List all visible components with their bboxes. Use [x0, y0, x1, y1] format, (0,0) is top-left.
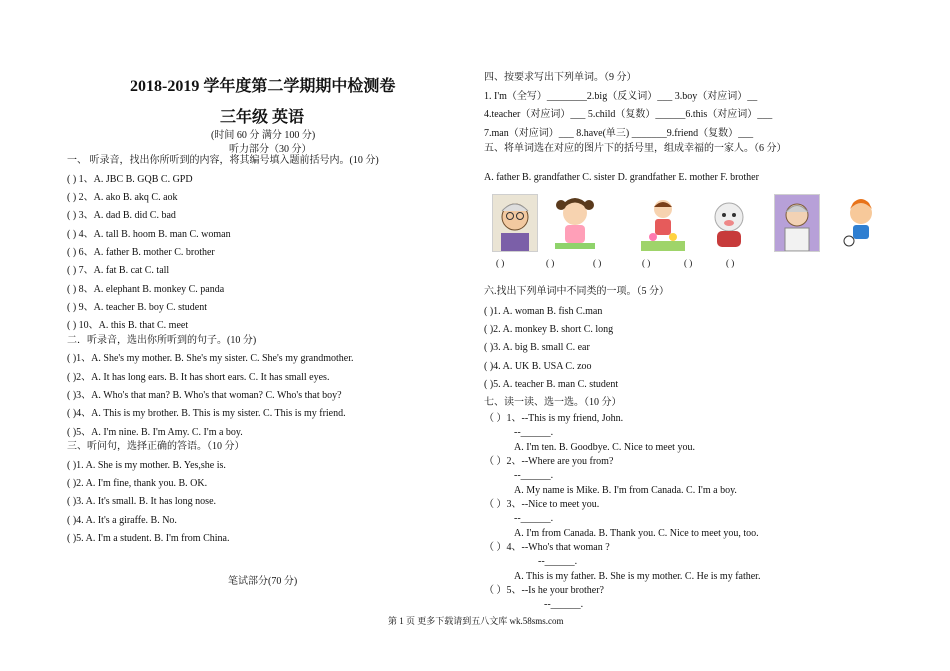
list-item: ( ) 10、A. this B. that C. meet [67, 320, 189, 331]
s7-question: （ ）1、--This is my friend, John. [484, 413, 624, 424]
s7-question: （ ）3、--Nice to meet you. [484, 499, 600, 510]
section-7-title: 七、读一读、选一选。（10 分） [484, 397, 622, 408]
s4-line: 7.man（对应词）___ 8.have(单三) _______9.friend（复数）___ [484, 128, 754, 139]
list-item: ( )3. A. big B. small C. ear [484, 342, 590, 353]
list-item: ( )4、A. This is my brother. B. This is my sister. C. This is my friend. [67, 408, 346, 419]
list-item: ( ) 7、A. fat B. cat C. tall [67, 265, 170, 276]
s4-line: 4.teacher（对应词）___ 5.child（复数）______6.this（对应词）___ [484, 109, 773, 120]
list-item: ( ) 2、A. ako B. akq C. aok [67, 192, 178, 203]
girl-sister-icon [552, 194, 598, 252]
list-item: ( )5. A. teacher B. man C. student [484, 379, 619, 390]
s7-options: A. I'm ten. B. Goodbye. C. Nice to meet you. [514, 442, 695, 453]
list-item: ( )5. A. I'm a student. B. I'm from China. [67, 533, 230, 544]
s7-question: （ ）4、--Who's that woman ? [484, 542, 610, 553]
s7-blank: --______. [544, 599, 584, 610]
section-5-title: 五、将单词选在对应的图片下的括号里，组成幸福的一家人。（6 分） [484, 143, 787, 154]
section-4-title: 四、按要求写出下列单词。（9 分） [484, 72, 637, 83]
list-item: ( )5、A. I'm nine. B. I'm Amy. C. I'm a boy. [67, 427, 243, 438]
grandfather-icon [492, 194, 538, 252]
written-part-label: 笔试部分(70 分) [228, 576, 298, 587]
s7-options: A. This is my father. B. She is my mother. C. He is my father. [514, 571, 761, 582]
time-info: (时间 60 分 满分 100 分) [211, 130, 316, 141]
answer-bracket[interactable]: ( ) [546, 258, 555, 268]
list-item: ( ) 6、A. father B. mother C. brother [67, 247, 215, 258]
answer-bracket[interactable]: ( ) [642, 258, 651, 268]
s7-blank: --______. [514, 513, 554, 524]
list-item: ( ) 4、A. tall B. hoom B. man C. woman [67, 229, 231, 240]
list-item: ( )3. A. It's small. B. It has long nose. [67, 496, 217, 507]
list-item: ( )4. A. It's a giraffe. B. No. [67, 515, 177, 526]
s7-options: A. My name is Mike. B. I'm from Canada. C. I'm a boy. [514, 485, 737, 496]
list-item: ( )1. A. woman B. fish C.man [484, 306, 603, 317]
list-item: ( ) 8、A. elephant B. monkey C. panda [67, 284, 225, 295]
s5-word-list: A. father B. grandfather C. sister D. grandfather E. mother F. brother [484, 172, 759, 183]
girl-flower-icon [640, 194, 686, 252]
list-item: ( )1、A. She's my mother. B. She's my sister. C. She's my grandmother. [67, 353, 354, 364]
exam-title: 2018-2019 学年度第二学期期中检测卷 [130, 78, 396, 95]
s4-line: 1. I'm（全写）________2.big（反义词）___ 3.boy（对应词）__ [484, 91, 758, 102]
s7-question: （ ）5、--Is he your brother? [484, 585, 604, 596]
s7-blank: --______. [514, 427, 554, 438]
answer-bracket[interactable]: ( ) [496, 258, 505, 268]
list-item: ( )2、A. It has long ears. B. It has short ears. C. It has small eyes. [67, 372, 330, 383]
listening-part-label: 听力部分（30 分） [229, 144, 312, 155]
answer-bracket[interactable]: ( ) [726, 258, 735, 268]
grandpa-toy-icon [706, 194, 752, 252]
s7-blank: --______. [514, 470, 554, 481]
section-2-title: 二．听录音，选出你所听到的句子。(10 分) [67, 335, 257, 346]
list-item: ( ) 9、A. teacher B. boy C. student [67, 302, 207, 313]
s7-options: A. I'm from Canada. B. Thank you. C. Nice to meet you, too. [514, 528, 759, 539]
list-item: ( )1. A. She is my mother. B. Yes,she is. [67, 460, 226, 471]
list-item: ( )2. A. monkey B. short C. long [484, 324, 614, 335]
list-item: ( ) 1、A. JBC B. GQB C. GPD [67, 174, 193, 185]
section-6-title: 六.找出下列单词中不同类的一项。（5 分） [484, 286, 669, 297]
section-1-title: 一、 听录音，找出你所听到的内容，将其编号填入题前括号内。(10 分) [67, 155, 379, 166]
answer-bracket[interactable]: ( ) [684, 258, 693, 268]
answer-bracket[interactable]: ( ) [593, 258, 602, 268]
page-footer: 第 1 页 更多下载请到五八文库 wk.58sms.com [388, 616, 564, 626]
list-item: ( )2. A. I'm fine, thank you. B. OK. [67, 478, 208, 489]
s7-question: （ ）2、--Where are you from? [484, 456, 614, 467]
boy-brother-icon [838, 194, 884, 252]
list-item: ( ) 3、A. dad B. did C. bad [67, 210, 176, 221]
list-item: ( )4. A. UK B. USA C. zoo [484, 361, 592, 372]
s7-blank: --______. [538, 556, 578, 567]
list-item: ( )3、A. Who's that man? B. Who's that woman? C. Who's that boy? [67, 390, 342, 401]
section-3-title: 三、听问句，选择正确的答语。（10 分） [67, 441, 245, 452]
grandmother-icon [774, 194, 820, 252]
grade-subject: 三年级 英语 [220, 109, 305, 126]
